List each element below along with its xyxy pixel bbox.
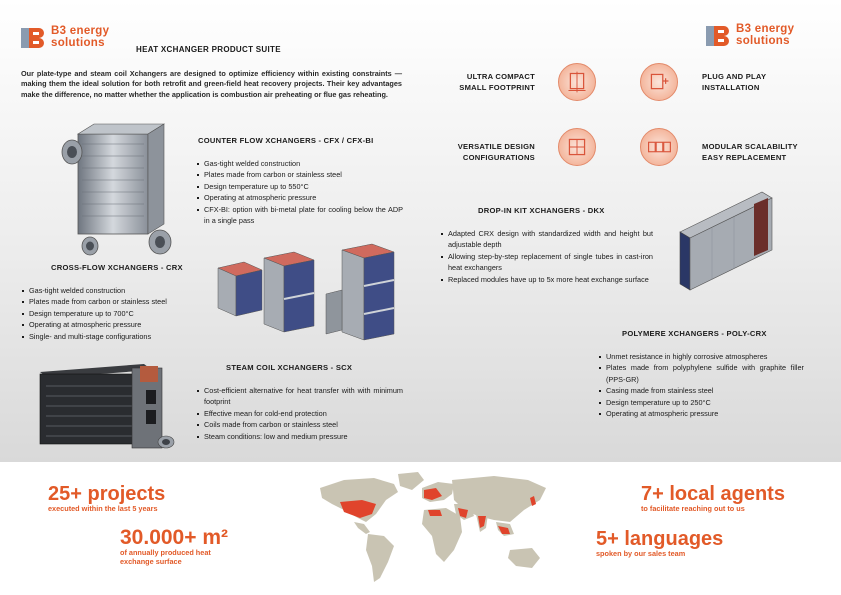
suite-title: HEAT XCHANGER PRODUCT SUITE — [136, 45, 281, 54]
crx-exchangers-illustration — [214, 244, 400, 344]
scx-bullet: Effective mean for cold-end protection — [196, 408, 403, 419]
stat-agents-caption: to facilitate reaching out to us — [641, 504, 745, 513]
cfx-bullet: Operating at atmospheric pressure — [196, 192, 403, 203]
brand-logo-right — [706, 24, 794, 47]
map-australia — [508, 548, 540, 568]
stat-surface-caption-line-1: of annually produced heat — [120, 548, 211, 557]
stat-projects — [48, 483, 165, 514]
feature-modular-line-1: MODULAR SCALABILITY — [702, 142, 798, 151]
brand-line-1: B3 energy — [736, 23, 795, 35]
feature-modular-line-2: EASY REPLACEMENT — [702, 153, 787, 162]
crx-bullet: Design temperature up to 700°C — [21, 308, 211, 319]
scx-title: STEAM COIL XCHANGERS - SCX — [226, 363, 353, 372]
dkx-title: DROP-IN KIT XCHANGERS - DKX — [478, 206, 605, 215]
cfx-bullet: Plates made from carbon or stainless steel — [196, 169, 403, 180]
cfx-bullet-list — [196, 158, 403, 226]
feature-compact-line-2: SMALL FOOTPRINT — [459, 83, 535, 92]
stat-projects-value: 25+ projects — [48, 483, 166, 505]
cfx-bullet: Gas-tight welded construction — [196, 158, 403, 169]
stat-surface-caption-line-2: exchange surface — [120, 556, 182, 566]
world-map — [314, 470, 554, 588]
dkx-bullet: Replaced modules have up to 5x more heat exchange surface — [440, 274, 653, 285]
feature-plug-play — [702, 71, 766, 93]
stat-surface-value: 30.000+ m² — [120, 526, 228, 549]
stat-agents-value: 7+ local agents — [641, 483, 785, 505]
scx-bullet-list — [196, 385, 403, 442]
map-central-america — [354, 522, 370, 534]
map-highlight-north-africa — [428, 510, 442, 516]
feature-plug-play-line-2: INSTALLATION — [702, 83, 760, 92]
crx-bullet: Plates made from carbon or stainless steel — [21, 296, 211, 307]
stat-languages-caption: spoken by our sales team — [596, 549, 686, 558]
brand-name — [736, 24, 794, 47]
poly-bullet: Plates made from polyphylene sulfide with graphite filler (PPS-GR) — [598, 362, 804, 385]
crx-title: CROSS-FLOW XCHANGERS - CRX — [51, 263, 183, 272]
modular-scalability-icon — [640, 128, 678, 166]
brand-name — [51, 26, 109, 49]
crx-bullet: Single- and multi-stage configurations — [21, 331, 211, 342]
dkx-bullet-list — [440, 228, 653, 285]
cfx-bullet: CFX-BI: option with bi-metal plate for cooling below the ADP in a single pass — [196, 204, 403, 227]
stat-agents — [641, 483, 785, 514]
map-greenland — [398, 472, 424, 490]
map-africa — [422, 508, 462, 562]
scx-bullet: Cost-efficient alternative for heat transfer with with minimum footprint — [196, 385, 403, 408]
brand-logo-left — [21, 26, 109, 49]
crx-bullet: Gas-tight welded construction — [21, 285, 211, 296]
map-south-america — [366, 534, 394, 582]
poly-title: POLYMERE XCHANGERS - POLY-CRX — [622, 329, 767, 338]
scx-bullet: Coils made from carbon or stainless steel — [196, 419, 403, 430]
poly-bullet: Operating at atmospheric pressure — [598, 408, 804, 419]
scx-steam-coil-illustration — [32, 356, 178, 450]
feature-modular — [702, 141, 798, 163]
b3-logo-icon — [706, 25, 732, 47]
brand-line-2: solutions — [736, 34, 790, 47]
crx-bullet: Operating at atmospheric pressure — [21, 319, 211, 330]
feature-compact — [430, 71, 535, 93]
brand-line-1: B3 energy — [51, 25, 110, 37]
feature-versatile-line-1: VERSATILE DESIGN — [457, 142, 535, 151]
intro-paragraph: Our plate-type and steam coil Xchangers are designed to optimize efficiency within existing constraints — making them the ideal solution for both retrofit and green-field heat recovery projects. Their key advantages make the difference, no matter whether the application is combustion air preheating or flue gas reheating. — [21, 69, 402, 99]
crx-single-module — [218, 262, 262, 316]
plug-and-play-icon — [640, 63, 678, 101]
stat-surface — [120, 526, 228, 566]
feature-plug-play-line-1: PLUG AND PLAY — [702, 72, 767, 81]
cfx-bullet: Design temperature up to 550°C — [196, 181, 403, 192]
poly-bullet: Design temperature up to 250°C — [598, 397, 804, 408]
cfx-title: COUNTER FLOW XCHANGERS - CFX / CFX-BI — [198, 136, 374, 145]
stat-languages — [596, 528, 723, 559]
feature-compact-line-1: ULTRA COMPACT — [466, 72, 535, 81]
scx-bullet: Steam conditions: low and medium pressure — [196, 431, 403, 442]
b3-logo-icon — [21, 27, 47, 49]
dkx-bullet: Allowing step-by-step replacement of single tubes in cast-iron heat exchangers — [440, 251, 653, 274]
crx-double-module — [264, 252, 314, 332]
feature-versatile — [430, 141, 535, 163]
compact-footprint-icon — [558, 63, 596, 101]
brand-line-2: solutions — [51, 36, 105, 49]
stat-languages-value: 5+ languages — [596, 528, 724, 550]
stat-projects-caption: executed within the last 5 years — [48, 504, 158, 513]
poly-bullet: Unmet resistance in highly corrosive atmospheres — [598, 351, 804, 362]
dkx-exchanger-illustration — [676, 188, 776, 292]
cfx-exchanger-illustration — [60, 122, 180, 262]
poly-bullet-list — [598, 351, 804, 419]
dkx-bullet: Adapted CRX design with standardized width and height but adjustable depth — [440, 228, 653, 251]
crx-multi-module — [326, 244, 394, 340]
crx-bullet-list — [21, 285, 211, 342]
versatile-design-icon — [558, 128, 596, 166]
feature-versatile-line-2: CONFIGURATIONS — [462, 153, 535, 162]
poly-bullet: Casing made from stainless steel — [598, 385, 804, 396]
